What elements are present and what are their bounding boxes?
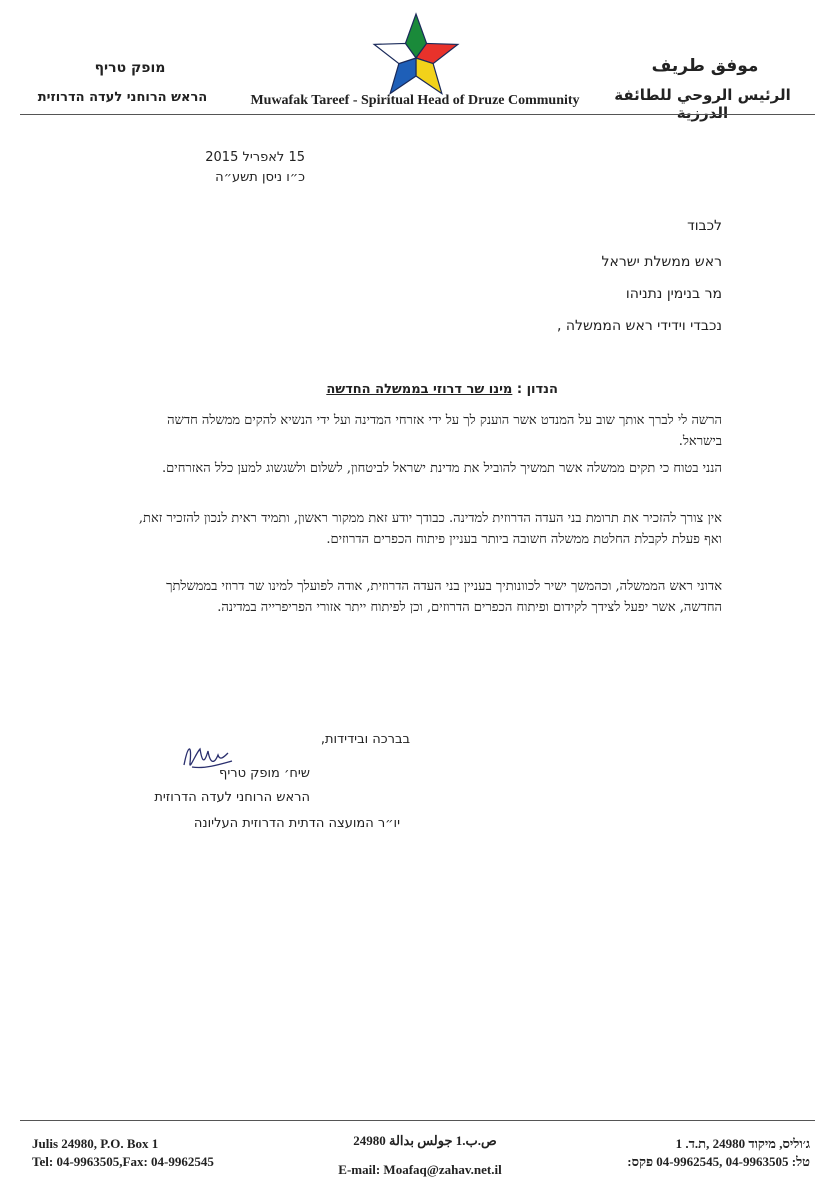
recipient-salutation: לכבוד [687, 218, 722, 234]
footer-address-english: Julis 24980, P.O. Box 1 [32, 1136, 159, 1151]
header-hebrew-title: הראש הרוחני לעדה הדרוזית [37, 90, 208, 105]
footer-phone-english: Tel: 04-9963505,Fax: 04-9962545 [32, 1154, 214, 1169]
recipient-name: מר בנימין נתניהו [625, 286, 722, 302]
header-divider [20, 114, 815, 115]
header-hebrew-name: מופק טריף [94, 60, 166, 76]
footer-address-hebrew: ג׳וליס, מיקוד 24980 ,ת.ד. 1 [675, 1136, 810, 1151]
footer-phone-hebrew: טל: 04-9963505 ,04-9962545 פקס: [627, 1154, 810, 1169]
footer-address-arabic: ص.ب.1 جولس بدالة 24980 [353, 1133, 497, 1148]
body-paragraph-2: הנני בטוח כי תקים ממשלה אשר תמשיך להוביל את מדינת ישראל לביטחון, לשלום ולשגשוג למען כלל האזרחים. [162, 461, 722, 476]
footer-divider [20, 1120, 815, 1121]
header-english-title: Muwafak Tareef - Spiritual Head of Druze Community [250, 93, 580, 108]
subject-text: מינו שר דרוזי בממשלה החדשה [326, 382, 513, 397]
header-arabic-title: الرئيس الروحي للطائفة الدرزية [614, 86, 791, 122]
star-segment-blue [390, 58, 416, 94]
star-segment-yellow [416, 58, 442, 94]
signatory-name: שיח׳ מופק טריף [219, 766, 310, 781]
body-paragraph-4: אדוני ראש הממשלה, וכהמשך ישיר לכוונותיך בעניין בני העדה הדרוזית, אודה לפועלך למינו שר דרוזי בממשלתך החדשה, אשר יפעל לצידך לקידום ופיתוח הכפרים הדרוזים, וכן לפיתוח ייתר אזורי הפריפרייה במדינה. [166, 579, 722, 615]
signatory-role: יו״ר המועצה הדתית הדרוזית העליונה [193, 816, 400, 831]
body-paragraph-3: אין צורך להזכיר את תרומת בני העדה הדרוזית למדינה. כבודך יודע זאת ממקור ראשון, ותמיד ראית לנכון להזכיר זאת, ואף פעלת לקבלת החלטת ממשלה חשובה ביותר בעניין פיתוח הכפרים הדרוזים. [138, 511, 722, 547]
date-gregorian: 15 לאפריל 2015 [205, 150, 305, 165]
header-arabic-name: موفق طريف [651, 56, 759, 76]
recipient-position: ראש ממשלת ישראל [601, 254, 722, 270]
druze-star-logo [370, 8, 462, 100]
body-paragraph-1: הרשה לי לברך אותך שוב על המנדט אשר הוענק לך על ידי אזרחי המדינה ועל ידי הנשיא להקים ממשלה חדשה בישראל. [167, 413, 722, 449]
footer-email: E-mail: Moafaq@zahav.net.il [338, 1162, 502, 1177]
closing: בברכה ובידידות, [320, 732, 410, 747]
signatory-title: הראש הרוחני לעדה הדרוזית [154, 790, 310, 805]
subject-label: הנדון : [516, 382, 558, 397]
date-hebrew: כ״ו ניסן תשע״ה [215, 170, 305, 185]
subject-line [240, 382, 558, 397]
recipient-greeting: נכבדי וידידי ראש הממשלה , [557, 318, 722, 334]
